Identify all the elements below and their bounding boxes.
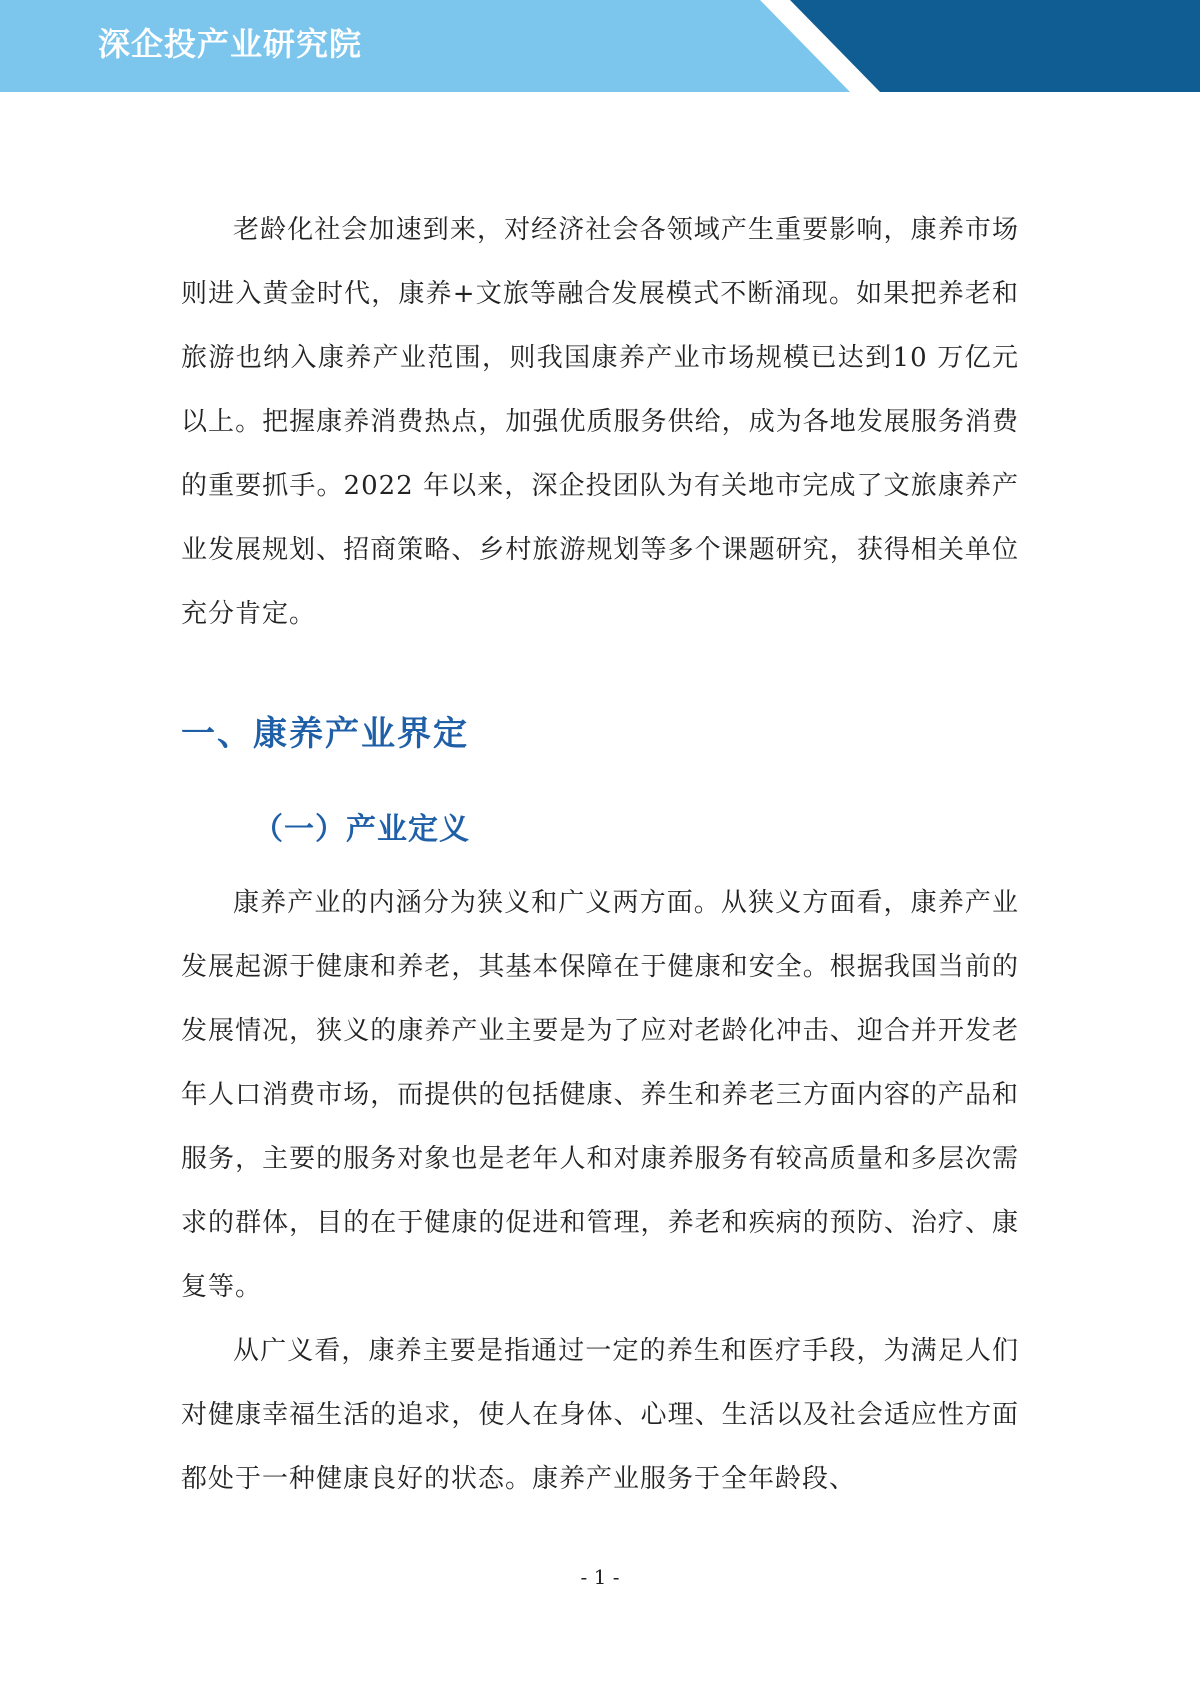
section-heading: 一、康养产业界定 — [181, 714, 469, 754]
header-title: 深企投产业研究院 — [98, 25, 363, 63]
subsection-heading: （一）产业定义 — [253, 812, 470, 847]
intro-paragraph: 老龄化社会加速到来，对经济社会各领域产生重要影响，康养市场则进入黄金时代，康养+文旅等融合发展模式不断涌现。如果把养老和旅游也纳入康养产业范围，则我国康养产业市场规模已达到10 万亿元以上。把握康养消费热点，加强优质服务供给，成为各地发展服务消费的重要抓手。2022 年以来，深企投团队为有关地市完成了文旅康养产业发展规划、招商策略、乡村旅游规划等多个课题研究，获得相关单位充分肯定。 — [181, 215, 1019, 629]
definition-paragraph-broad: 从广义看，康养主要是指通过一定的养生和医疗手段，为满足人们对健康幸福生活的追求，使人在身体、心理、生活以及社会适应性方面都处于一种健康良好的状态。康养产业服务于全年龄段、 — [181, 1336, 1019, 1494]
definition-paragraph-narrow: 康养产业的内涵分为狭义和广义两方面。从狭义方面看，康养产业发展起源于健康和养老，其基本保障在于健康和安全。根据我国当前的发展情况，狭义的康养产业主要是为了应对老龄化冲击、迎合并开发老年人口消费市场，而提供的包括健康、养生和养老三方面内容的产品和服务，主要的服务对象也是老年人和对康养服务有较高质量和多层次需求的群体，目的在于健康的促进和管理，养老和疾病的预防、治疗、康复等。 — [181, 888, 1019, 1302]
page-number: - 1 - — [580, 1565, 620, 1589]
document-body — [181, 198, 1019, 1511]
header-band — [0, 0, 1200, 92]
header-dark-band — [790, 0, 1200, 92]
